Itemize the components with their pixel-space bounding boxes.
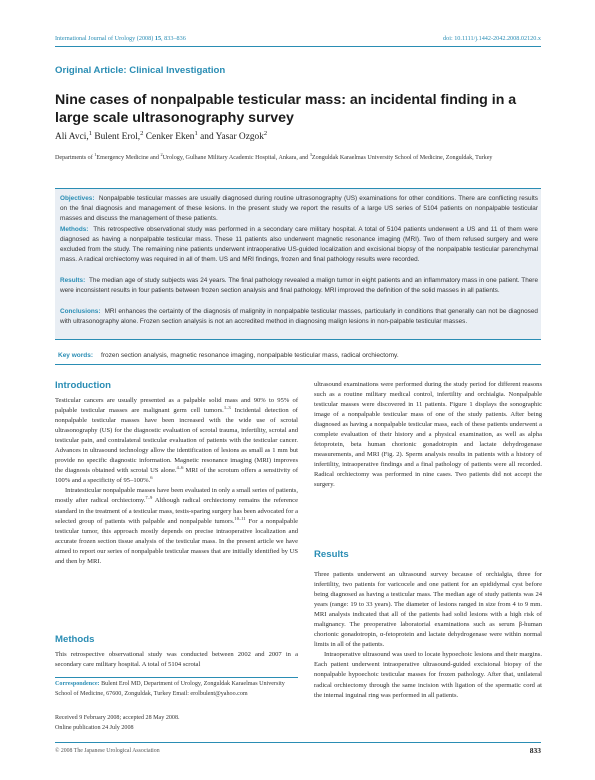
page-number: 833 [529,746,541,755]
author-affil-sup: 2 [263,129,268,137]
affil-text: Emergency Medicine and [96,155,161,161]
author-affil-sup: 2 [140,129,144,137]
keywords-text: frozen section analysis, magnetic resonance imaging, nonpalpable testicular mass, radical orchiectomy. [101,352,399,359]
copyright: © 2008 The Japanese Urological Association [55,748,160,754]
abstract-results-label: Results: [60,277,86,284]
journal-volume: 15 [154,35,162,42]
text-run: For a nonpalpable testicular tumor, this approach mostly depends on precise intraoperative localization and accurate frozen section tissue analysis of the testicular mass. In the present article we have aimed to report our series of nonpalpable testicular masses that are initially identified by US and then by MRI. [55,517,298,565]
methods-text [55,650,298,670]
keywords-label: Key words: [58,352,94,359]
author-name[interactable]: Bulent Erol, [91,132,141,142]
text-run: Testicular cancers are usually presented as a palpable solid mass and 90% to 95% of palpable testicular masses are malignant germ cell tumors. [55,397,298,415]
header-rule [55,46,541,47]
section-heading-introduction: Introduction [55,380,111,391]
author-name[interactable]: Cenker Eken [143,132,195,142]
correspondence-label: Correspondence: [55,681,100,687]
footer-rule [55,742,541,743]
affil-text: Zonguldak Karaelmas University School of Medicine, Zonguldak, Turkey [311,155,493,161]
article-title: Nine cases of nonpalpable testicular mass: an incidental finding in a large scale ultrasonography survey [55,92,517,126]
journal-citation [55,35,186,42]
text-run: Incidental detection of nonpalpable testicular masses have been increased with the wide use of scrotal ultrasonography (US) for the diagnostic evaluation of scrotal trauma, infertility, scrotal and testicular pain, and contralateral testicular evaluation of patients with the testicular cancer. Advances in ultrasound technology allow the identification of lesions as small as 1 mm but provide no specific diagnostic information. Magnetic resonance imaging (MRI) improves the diagnosis obtained with scrotal US alone. [55,407,298,475]
journal-pages: , 833–836 [161,35,186,42]
received-dates [55,714,298,733]
correspondence-text: Bulent Erol MD, Department of Urology, Zonguldak Karaelmas University School of Medicine, 67600, Zonguldak, Turkey Email: erolbulent@yahoo.com [55,681,285,697]
affiliations [55,153,543,163]
results-text [314,570,542,701]
citation-sup[interactable]: 10–11 [234,515,246,521]
intro-paragraph-2 [55,486,298,566]
correspondence-rule [55,677,298,678]
results-paragraph-2: Intraoperative ultrasound was used to locate hypoechoic lesions and their margins. Each patient underwent intraoperative ultrasound-guided excisional biopsy of the nonpalpable hypoechoic testicular masses for frozen pathology. After that, unilateral radical orchiectomy through the same incision with ligation of the spermatic cord at the internal inguinal ring was performed in all patients. [314,651,542,699]
article-type: Original Article: Clinical Investigation [55,65,226,76]
abstract-methods-text: This retrospective observational study was performed in a secondary care military hospital. A total of 5104 patients underwent a US and 11 of them were diagnosed as having a nonpalpable testicular mass. These 11 patients also underwent magnetic resonance imaging (MRI). Two of them refused surgery and were excluded from the study. The remaining nine patients underwent intraoperative US-guided localization and excisional biopsy of the nonpalpable testicular parenchymal mass. A radical orchiectomy was required in all of them. US and MRI findings, frozen and final pathology results were recorded. [60,226,538,264]
text-run: Although radical orchiectomy remains the reference standard in the treatment of a testicular mass, testis-sparing surgery has been advocated for a selected group of patients with palpable and nonpalpable tumors. [55,497,298,525]
abstract-methods-label: Methods: [60,226,89,233]
methods-continued-text [314,380,542,491]
author-name[interactable]: Ali Avci, [55,132,89,142]
abstract-rule-bottom [55,339,541,340]
received-line: Received 9 February 2008; accepted 28 May 2008. [55,715,180,721]
journal-name: International Journal of Urology (2008) [55,35,155,42]
intro-text [55,396,298,567]
author-name[interactable]: and Yasar Ozgok [197,132,264,142]
text-run: MRI of the scrotum offers a sensitivity of 100% and a specificity of 95–100%. [55,467,298,485]
results-paragraph-1: Three patients underwent an ultrasound survey because of orchialgia, three for infertility, two patients for varicocele and one patient for an epididymal cyst before being diagnosed as having a testicular mass. The median age of study patients was 24 years (range: 19 to 33 years). The diameter of lesions ranged in size from 4 to 9 mm. MRI analysis indicated that all of the patients had solid lesions with a high risk of malignancy. The preoperative laboratorial examinations such as serum β-human chorionic gonadotropin, α-fetoprotein and lactate dehydrogenase were within normal limits in all of the patients. [314,571,542,649]
affil-sup: 2 [160,151,163,157]
citation-sup[interactable]: 1–3 [223,404,231,410]
affil-sup: 1 [94,151,97,157]
affil-sup: 3 [309,151,312,157]
methods-paragraph-1: This retrospective observational study was conducted between 2002 and 2007 in a secondary care military hospital. A total of 5104 scrotal [55,651,298,669]
section-heading-results: Results [314,549,349,560]
author-affil-sup: 1 [88,129,92,137]
author-affil-sup: 1 [194,129,198,137]
abstract-conclusions [60,307,538,327]
keywords [58,352,399,359]
abstract-objectives-label: Objectives: [60,195,95,202]
affil-text: Departments of [55,155,95,161]
abstract-rule-top [55,188,541,189]
affil-text: Urology, Gulhane Military Academic Hospital, Ankara, and [162,155,310,161]
keywords-rule [55,364,541,365]
citation-sup[interactable]: 6 [150,475,153,481]
abstract-objectives [60,194,538,224]
correspondence [55,680,298,699]
abstract-results [60,276,538,296]
citation-sup[interactable]: 7–9 [145,495,153,501]
section-heading-methods: Methods [55,634,95,645]
online-publication-line: Online publication 24 July 2008 [55,724,134,731]
abstract-conclusions-label: Conclusions: [60,308,101,315]
citation-sup[interactable]: 4–6 [176,465,184,471]
abstract-results-text: The median age of study subjects was 24 years. The final pathology revealed a malign tumor in eight patients and an inflammatory mass in one patient. There were inconsistent results in four patients between frozen section analysis and final pathology. MRI improved the definition of the solid masses in all patients. [60,277,538,295]
doi[interactable]: doi: 10.1111/j.1442-2042.2008.02120.x [443,35,541,42]
abstract-methods [60,225,538,265]
text-run: Intratesticular nonpalpable masses have been evaluated in only a small series of patients, mostly after radical orchiectomy. [55,487,298,505]
intro-paragraph-1 [55,396,298,486]
methods-paragraph-2: ultrasound examinations were performed during the study period for different reasons such as a routine military medical control, infertility and orchialgia. Nonpalpable testicular masses were discovered in 11 patients. Figure 1 displays the sonographic image of a nonpalpable testicular mass of one of the study patients. After being diagnosed as having a nonpalpable testicular mass, each of these patients underwent a complete evaluation of their history and a physical examination, as well as alpha fetoprotein, beta human chorionic gonadotropin and lactate dehydrogenase measurements, and MRI (Fig. 2). Sperm analysis results in patients with a history of infertility, intraoperative findings and a final pathology of patients were all recorded. Radical orchiectomy was performed in nine cases. Two patients did not accept the surgery. [314,381,542,489]
authors [55,129,268,142]
abstract-objectives-text: Nonpalpable testicular masses are usually diagnosed during routine ultrasonography (US) examinations for other conditions. There are conflicting results on the final diagnosis and management of these lesions. In the present study we report the results of a large US series of 5104 patients on nonpalpable testicular masses and discuss the management of these patients. [60,195,538,223]
abstract-conclusions-text: MRI enhances the certainty of the diagnosis of malignity in nonpalpable testicular masses, particularly in conditions that generally can not be diagnosed with ultrasonography alone. Frozen section analysis is not an accredited method in diagnosing malign lesions in non-palpable testicular masses. [60,308,538,326]
